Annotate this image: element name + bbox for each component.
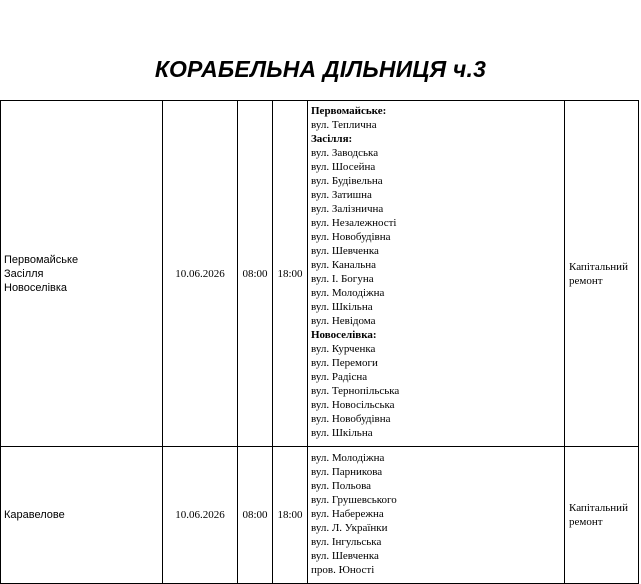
- street-item: вул. Новобудівна: [311, 413, 391, 425]
- street-item: вул. Курченка: [311, 343, 376, 355]
- street-item: вул. Шосейна: [311, 161, 376, 173]
- end-time-cell: 18:00: [273, 447, 308, 584]
- settlement-name: Каравелове: [4, 509, 65, 521]
- street-item: вул. Шевченка: [311, 550, 379, 562]
- date-cell: 10.06.2026: [163, 447, 238, 584]
- street-item: вул. Набережна: [311, 508, 384, 520]
- street-item: вул. Будівельна: [311, 175, 383, 187]
- street-item: вул. Тернопільська: [311, 385, 400, 397]
- street-item: вул. Заводська: [311, 147, 379, 159]
- table-row: [1, 101, 639, 447]
- date-cell: 10.06.2026: [163, 101, 238, 447]
- street-item: вул. Радісна: [311, 371, 368, 383]
- settlements-cell: [1, 101, 163, 447]
- settlement-group-heading: Засілля:: [311, 133, 353, 145]
- street-item: вул. Парникова: [311, 466, 383, 478]
- street-item: вул. Канальна: [311, 259, 377, 271]
- streets-cell: [308, 101, 565, 447]
- settlement-name: Первомайське: [4, 253, 79, 266]
- outage-schedule-table: [0, 100, 639, 584]
- street-item: вул. Л. Українки: [311, 522, 388, 534]
- end-time-cell: 18:00: [273, 101, 308, 447]
- street-item: вул. Незалежності: [311, 217, 397, 229]
- settlement-group-heading: Новоселівка:: [311, 329, 377, 341]
- street-item: вул. Шевченка: [311, 245, 379, 257]
- street-item: вул. Новобудівна: [311, 231, 391, 243]
- street-item: вул. Новосільська: [311, 399, 395, 411]
- street-item: вул. Невідома: [311, 315, 376, 327]
- settlements-cell: [1, 447, 163, 584]
- street-item: пров. Юності: [311, 564, 375, 576]
- reason-text: ремонт: [569, 274, 603, 287]
- settlement-name: Новоселівка: [4, 281, 68, 294]
- reason-cell: [565, 101, 639, 447]
- streets-cell: [308, 447, 565, 584]
- reason-text: Капітальний: [569, 502, 628, 514]
- street-item: вул. Шкільна: [311, 427, 373, 439]
- street-item: вул. Шкільна: [311, 301, 373, 313]
- street-item: вул. Залізнична: [311, 203, 384, 215]
- table-row: [1, 447, 639, 584]
- street-item: вул. Теплична: [311, 119, 377, 131]
- start-time-cell: 08:00: [238, 447, 273, 584]
- page-title: КОРАБЕЛЬНА ДІЛЬНИЦЯ ч.3: [154, 56, 487, 82]
- street-item: вул. Польова: [311, 480, 372, 492]
- start-time-cell: 08:00: [238, 101, 273, 447]
- reason-text: ремонт: [569, 516, 603, 528]
- street-item: вул. Молодіжна: [311, 287, 385, 299]
- reason-text: Капітальний: [569, 260, 628, 273]
- settlement-group-heading: Первомайське:: [311, 105, 387, 117]
- street-item: вул. Грушевського: [311, 494, 397, 506]
- street-item: вул. І. Богуна: [311, 273, 374, 285]
- street-item: вул. Молодіжна: [311, 452, 385, 464]
- street-item: вул. Перемоги: [311, 357, 378, 369]
- street-item: вул. Затишна: [311, 189, 372, 201]
- street-item: вул. Інгульська: [311, 536, 382, 548]
- settlement-name: Засілля: [4, 267, 44, 280]
- reason-cell: [565, 447, 639, 584]
